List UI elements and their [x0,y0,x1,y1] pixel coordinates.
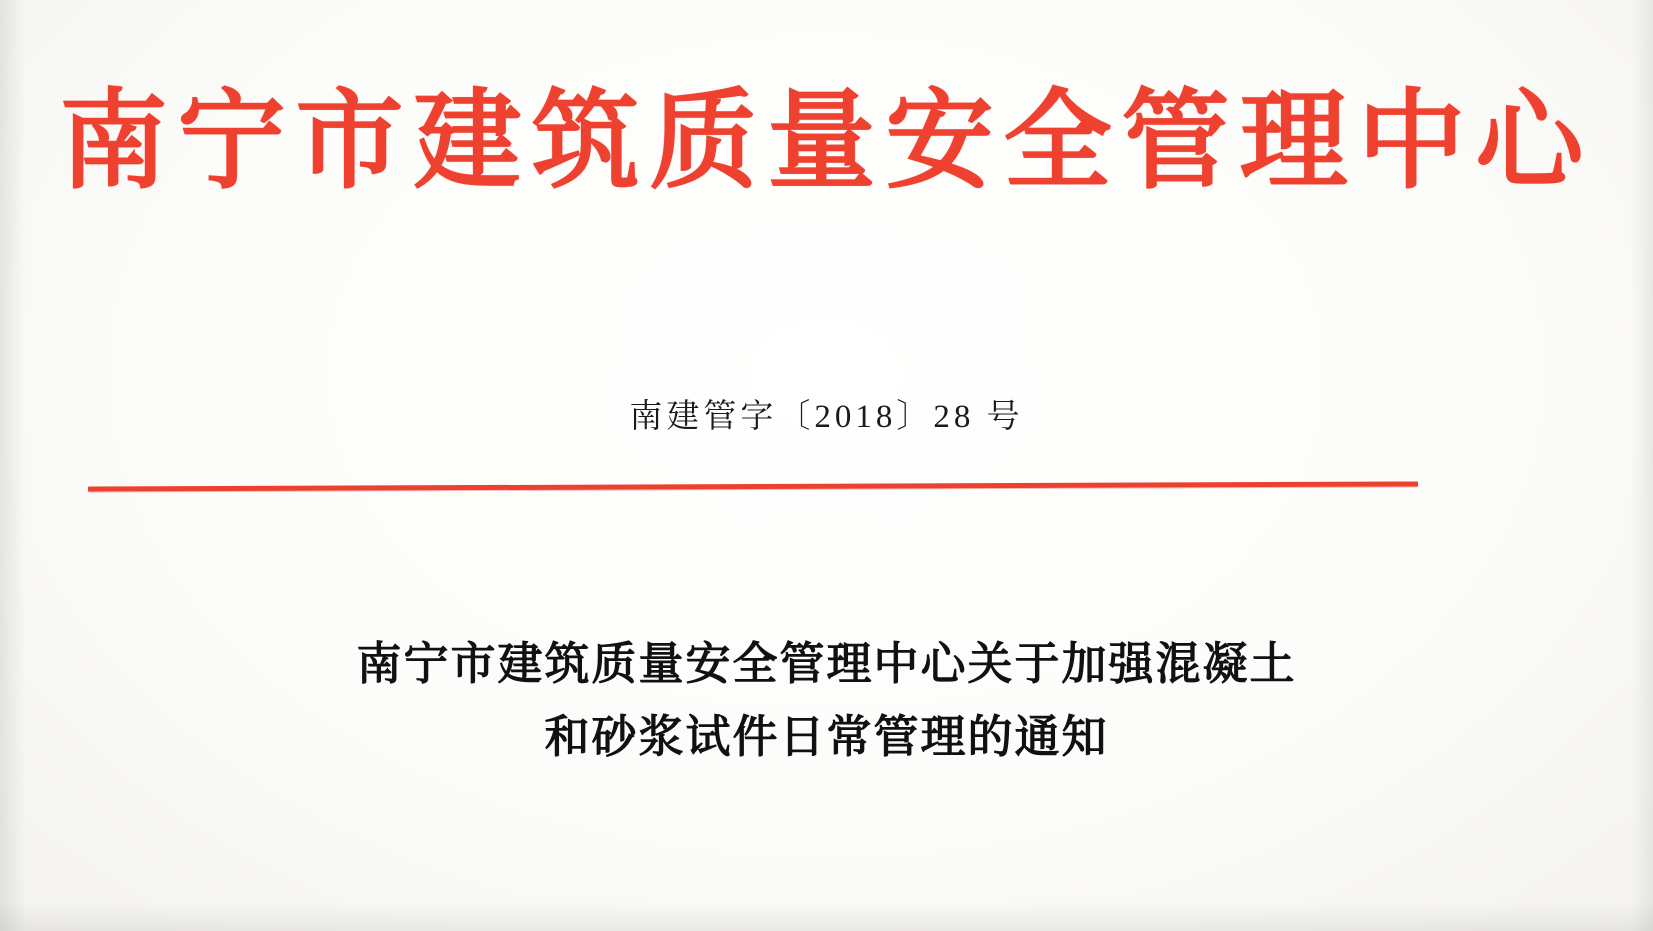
document-number: 南建管字〔2018〕28 号 [629,399,1024,435]
red-separator-rule [88,481,1418,491]
document-masthead: 南宁市建筑质量安全管理中心 [59,78,1594,204]
document-title-line-2: 和砂浆试件日常管理的通知 [544,709,1109,763]
document-title [0,628,1653,774]
document-title-line-1: 南宁市建筑质量安全管理中心关于加强混凝土 [356,637,1297,690]
